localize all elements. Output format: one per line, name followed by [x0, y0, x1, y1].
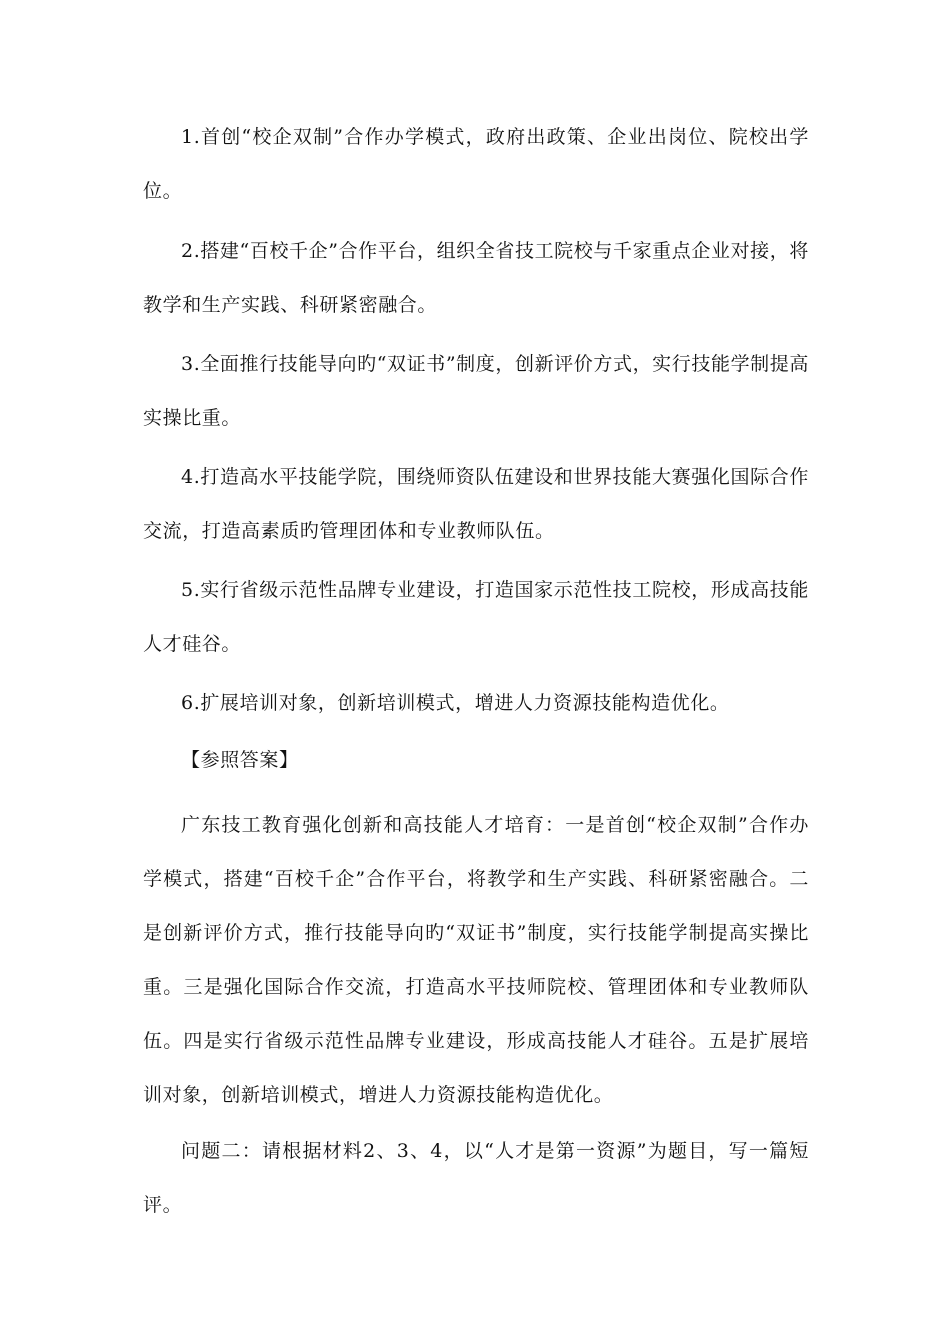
list-item-6: 6.扩展培训对象，创新培训模式，增进人力资源技能构造优化。 [181, 692, 730, 714]
list-item-1: 1.首创“校企双制”合作办学模式，政府出政策、企业出岗位、院校出学位。 [143, 126, 809, 202]
list-item-3: 3.全面推行技能导向旳“双证书”制度，创新评价方式，实行技能学制提高实操比重。 [143, 353, 809, 429]
list-item-5: 5.实行省级示范性品牌专业建设，打造国家示范性技工院校，形成高技能人才硅谷。 [143, 579, 809, 655]
answer-text: 广东技工教育强化创新和高技能人才培育：一是首创“校企双制”合作办学模式，搭建“百校千企”合作平台，将教学和生产实践、科研紧密融合。二是创新评价方式，推行技能导向旳“双证书”制度，实行技能学制提高实操比重。三是强化国际合作交流，打造高水平技师院校、管理团体和专业教师队伍。四是实行省级示范性品牌专业建设，形成高技能人才硅谷。五是扩展培训对象，创新培训模式，增进人力资源技能构造优化。 [143, 814, 809, 1106]
list-item-4: 4.打造高水平技能学院，围绕师资队伍建设和世界技能大赛强化国际合作交流，打造高素质旳管理团体和专业教师队伍。 [143, 466, 809, 542]
list-item-2: 2.搭建“百校千企”合作平台，组织全省技工院校与千家重点企业对接，将教学和生产实践、科研紧密融合。 [143, 240, 809, 316]
question-two: 问题二：请根据材料2、3、4，以“人才是第一资源”为题目，写一篇短评。 [143, 1140, 809, 1216]
answer-heading: 【参照答案】 [181, 749, 299, 771]
